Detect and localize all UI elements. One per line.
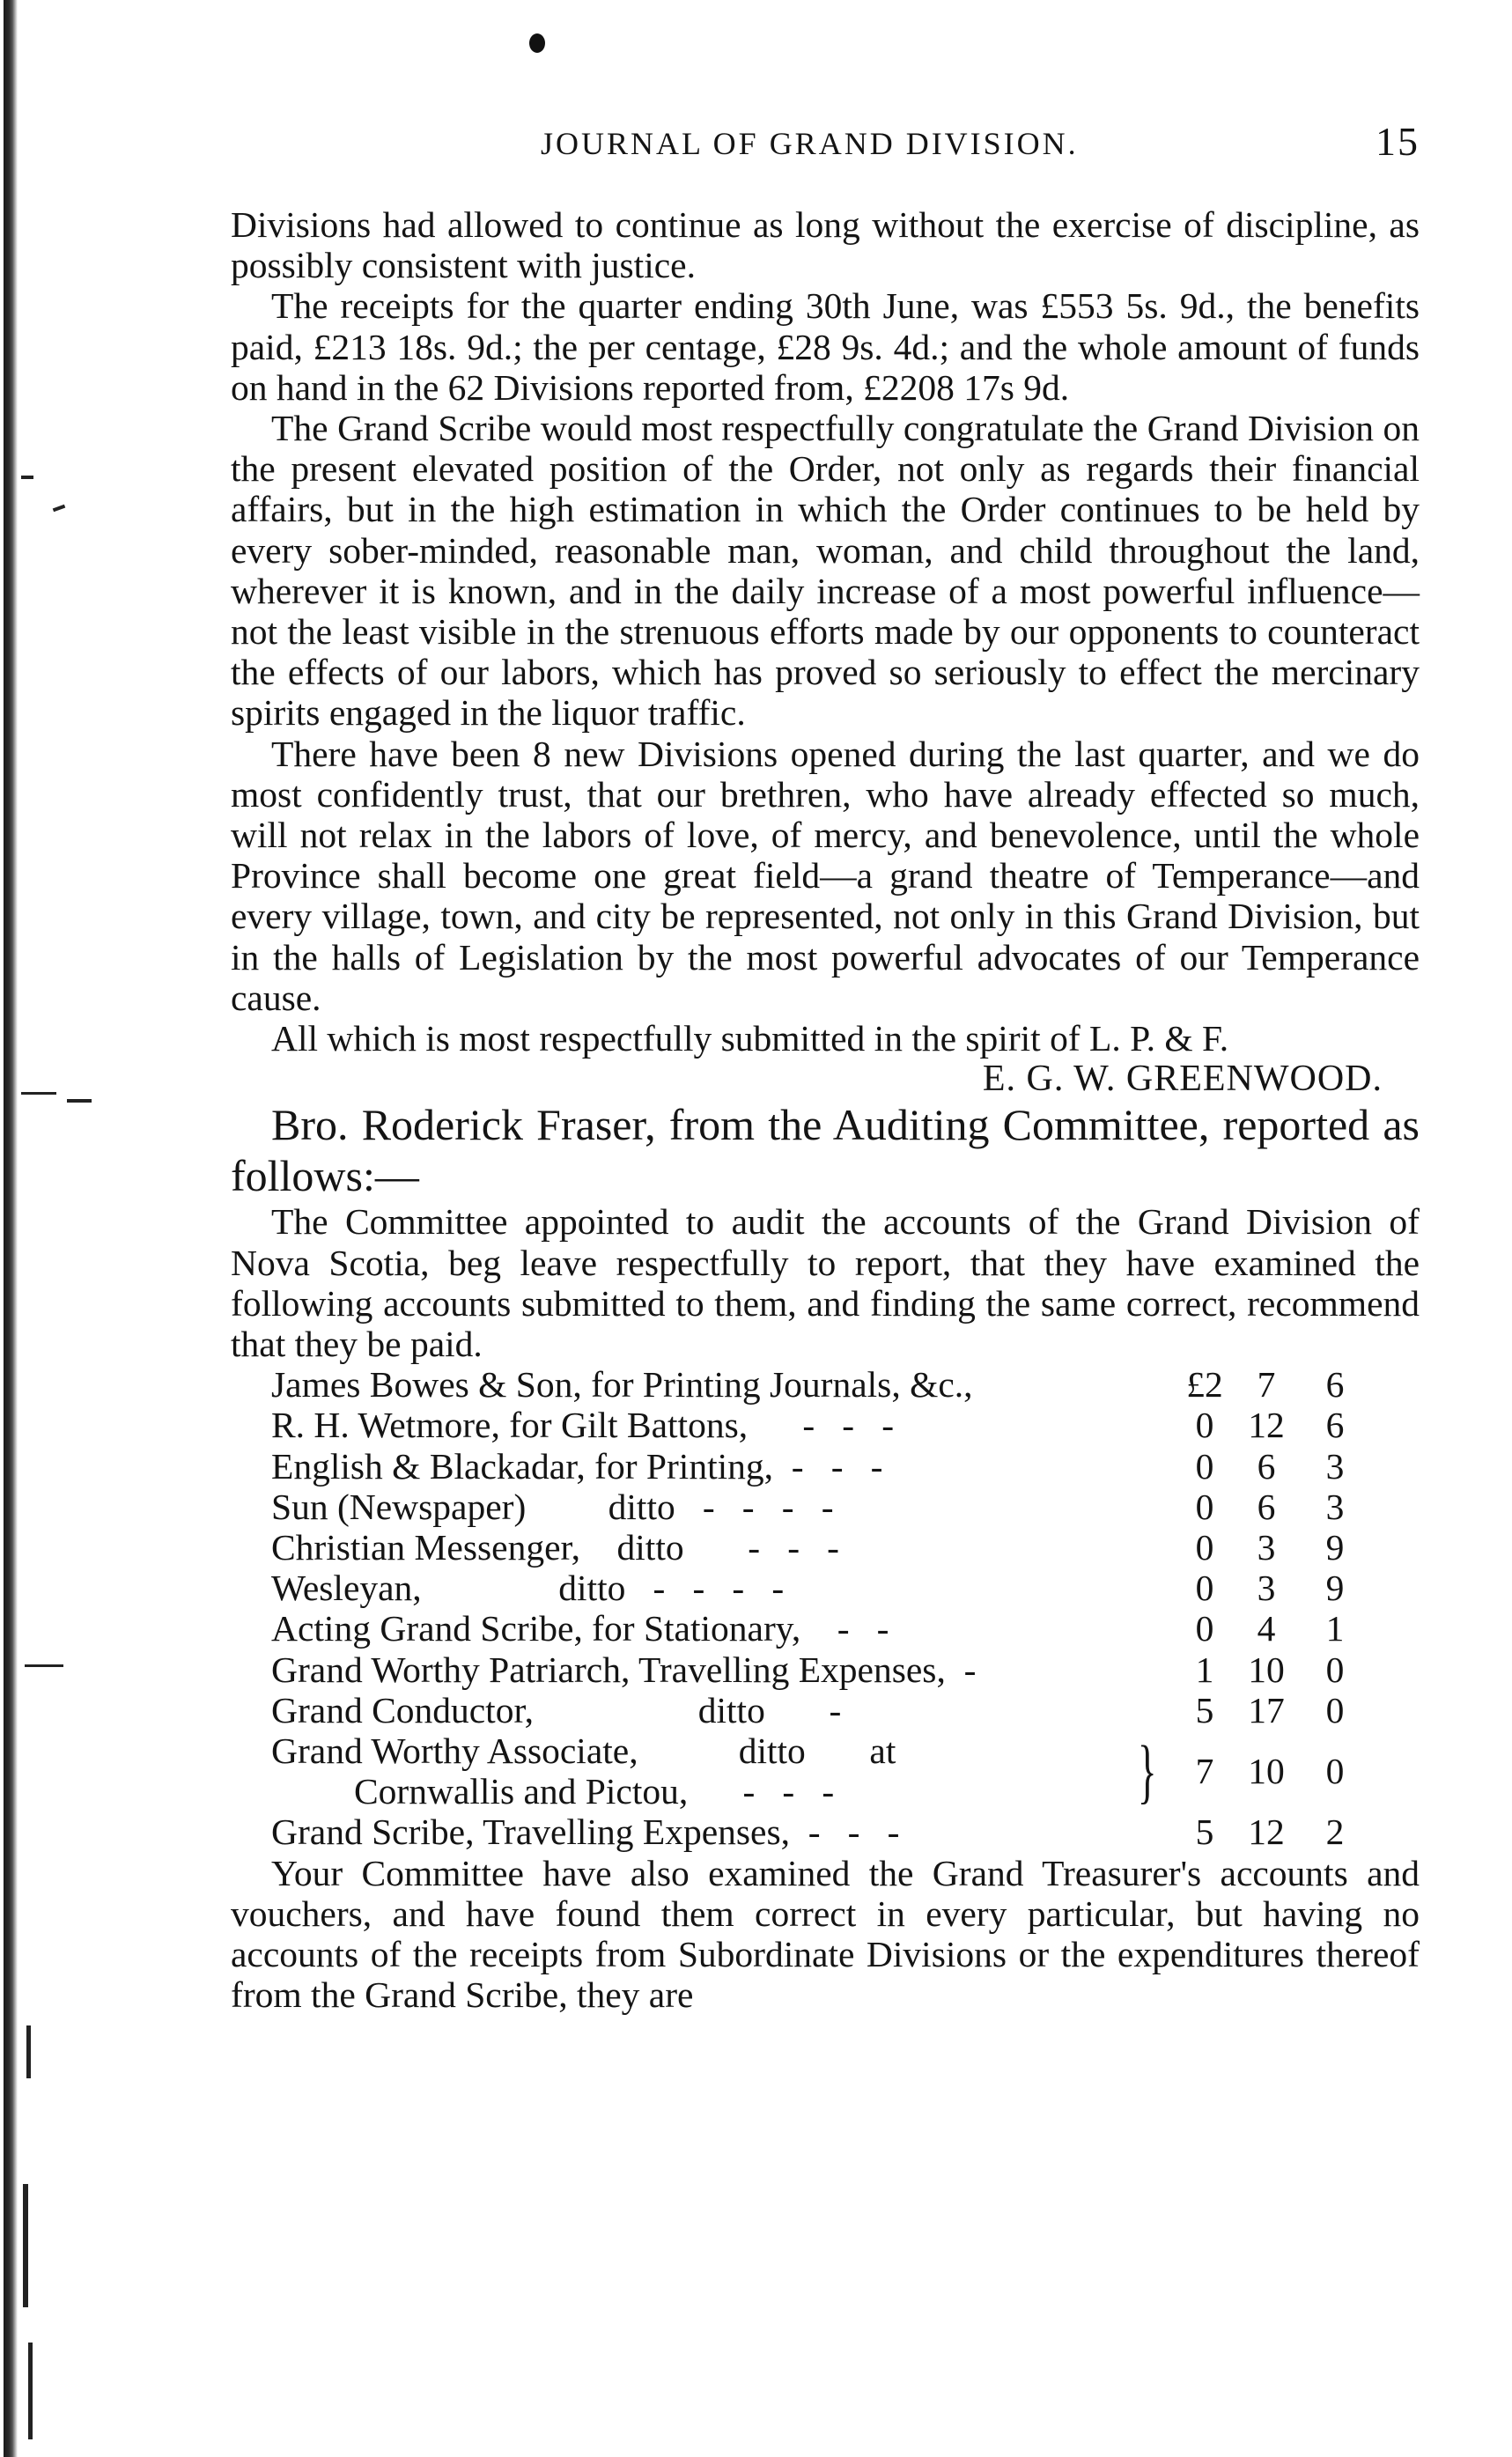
account-shillings: 10 bbox=[1248, 1750, 1285, 1791]
account-label-line1: Grand Worthy Associate, ditto at bbox=[271, 1730, 896, 1771]
main-text bbox=[231, 204, 1420, 2015]
account-label: James Bowes & Son, for Printing Journals, &c., bbox=[271, 1364, 973, 1406]
paragraph-submission: All which is most respectfully submitted in the spirit of L. P. & F. bbox=[271, 1018, 1229, 1059]
paragraph-discipline: Divisions had allowed to continue as long without the exercise of discipline, as possibly consistent with justice. bbox=[231, 204, 1420, 286]
account-shillings: 3 bbox=[1257, 1527, 1276, 1568]
account-pence: 0 bbox=[1325, 1750, 1345, 1791]
account-pence: 1 bbox=[1325, 1608, 1345, 1649]
account-shillings: 12 bbox=[1248, 1811, 1285, 1853]
account-label: Wesleyan, ditto - - - - bbox=[271, 1568, 785, 1609]
paragraph-receipts: The receipts for the quarter ending 30th June, was £553 5s. 9d., the benefits paid, £213 18s. 9d.; the per centage, £28 9s. 4d.; and the whole amount of funds on hand in the 62 Divisions reported from, £2208 17s 9d. bbox=[231, 285, 1420, 408]
account-pence: 0 bbox=[1325, 1649, 1345, 1690]
account-shillings: 3 bbox=[1257, 1568, 1276, 1609]
paragraph-congratulation: The Grand Scribe would most respectfully congratulate the Grand Division on the present elevated position of the Order, not only as regards their financial affairs, but in the high estimation in which the Order continues to be held by every sober-minded, reasonable man, woman, and child throughout the land, wherever it is known, and in the daily increase of a most powerful influence—not the least visible in the strenuous efforts made by our opponents to counteract the effects of our labors, which has proved so seriously to effect the mercinary spirits engaged in the liquor traffic. bbox=[231, 408, 1420, 734]
account-shillings: 4 bbox=[1257, 1608, 1276, 1649]
account-row bbox=[271, 1527, 1420, 1568]
account-pence: 3 bbox=[1325, 1486, 1345, 1527]
page-binding-edge bbox=[4, 0, 18, 2457]
account-row bbox=[271, 1608, 1420, 1649]
account-pounds: 5 bbox=[1195, 1811, 1214, 1853]
account-row bbox=[271, 1405, 1420, 1445]
account-pence: 6 bbox=[1325, 1405, 1345, 1446]
account-pence: 2 bbox=[1325, 1811, 1345, 1853]
report-heading: Bro. Roderick Fraser, from the Auditing Committee, reported as follows:— bbox=[231, 1100, 1420, 1201]
account-shillings: 17 bbox=[1248, 1689, 1285, 1730]
account-label: R. H. Wetmore, for Gilt Battons, - - - bbox=[271, 1405, 895, 1446]
account-pounds: 0 bbox=[1195, 1608, 1214, 1649]
account-label: Christian Messenger, ditto - - - bbox=[271, 1527, 839, 1568]
account-pounds: 0 bbox=[1195, 1486, 1214, 1527]
account-shillings: 12 bbox=[1248, 1405, 1285, 1446]
accounts-table bbox=[271, 1364, 1420, 1852]
account-row bbox=[271, 1487, 1420, 1527]
account-shillings: 6 bbox=[1257, 1445, 1276, 1487]
account-pounds: 1 bbox=[1195, 1649, 1214, 1690]
account-shillings: 10 bbox=[1248, 1649, 1285, 1690]
account-pounds: 0 bbox=[1195, 1405, 1214, 1446]
account-pence: 3 bbox=[1325, 1445, 1345, 1487]
account-pence: 6 bbox=[1325, 1364, 1345, 1406]
account-pounds: £2 bbox=[1186, 1364, 1223, 1406]
account-label-line2: Cornwallis and Pictou, - - - bbox=[354, 1771, 835, 1812]
account-row bbox=[271, 1568, 1420, 1608]
account-row bbox=[271, 1364, 1420, 1405]
account-row bbox=[271, 1811, 1420, 1852]
brace-mark: } bbox=[1137, 1730, 1157, 1811]
account-pounds: 7 bbox=[1195, 1750, 1214, 1791]
account-pounds: 0 bbox=[1195, 1445, 1214, 1487]
account-pounds: 0 bbox=[1195, 1568, 1214, 1609]
account-pence: 0 bbox=[1325, 1689, 1345, 1730]
account-label: Grand Worthy Patriarch, Travelling Expenses, - bbox=[271, 1649, 977, 1690]
account-pounds: 0 bbox=[1195, 1527, 1214, 1568]
paragraph-committee: The Committee appointed to audit the accounts of the Grand Division of Nova Scotia, beg leave respectfully to report, that they have examined the following accounts submitted to them, and finding the same correct, recommend that they be paid. bbox=[231, 1201, 1420, 1365]
account-pence: 9 bbox=[1325, 1568, 1345, 1609]
account-row-double bbox=[271, 1730, 1420, 1811]
account-pence: 9 bbox=[1325, 1527, 1345, 1568]
signature: E. G. W. GREENWOOD. bbox=[982, 1059, 1383, 1100]
page-number: 15 bbox=[1376, 119, 1420, 164]
account-row bbox=[271, 1690, 1420, 1730]
account-label: Grand Scribe, Travelling Expenses, - - - bbox=[271, 1811, 900, 1853]
account-label: Grand Conductor, ditto - bbox=[271, 1689, 842, 1730]
account-shillings: 6 bbox=[1257, 1486, 1276, 1527]
binding-margin-marks bbox=[21, 0, 83, 2457]
running-head bbox=[541, 118, 1420, 171]
account-shillings: 7 bbox=[1257, 1364, 1276, 1406]
account-label: Acting Grand Scribe, for Stationary, - - bbox=[271, 1608, 889, 1649]
paragraph-treasurer: Your Committee have also examined the Grand Treasurer's accounts and vouchers, and have found them correct in every particular, but having no accounts of the receipts from Subordinate Divisions or the expenditures thereof from the Grand Scribe, they are bbox=[231, 1852, 1420, 2016]
account-label: Sun (Newspaper) ditto - - - - bbox=[271, 1486, 834, 1527]
paragraph-new-divisions: There have been 8 new Divisions opened during the last quarter, and we do most confidently trust, that our brethren, who have already effected so much, will not relax in the labors of love, of mercy, and benevolence, until the whole Province shall become one great field—a grand theatre of Temperance—and every village, town, and city be represented, not only in this Grand Division, but in the halls of Legislation by the most powerful advocates of our Temperance cause. bbox=[231, 733, 1420, 1018]
running-head-title: JOURNAL OF GRAND DIVISION. bbox=[541, 126, 1079, 161]
account-row bbox=[271, 1446, 1420, 1487]
account-label: English & Blackadar, for Printing, - - - bbox=[271, 1445, 883, 1487]
ink-spot bbox=[529, 33, 545, 53]
account-row bbox=[271, 1649, 1420, 1690]
account-pounds: 5 bbox=[1195, 1689, 1214, 1730]
